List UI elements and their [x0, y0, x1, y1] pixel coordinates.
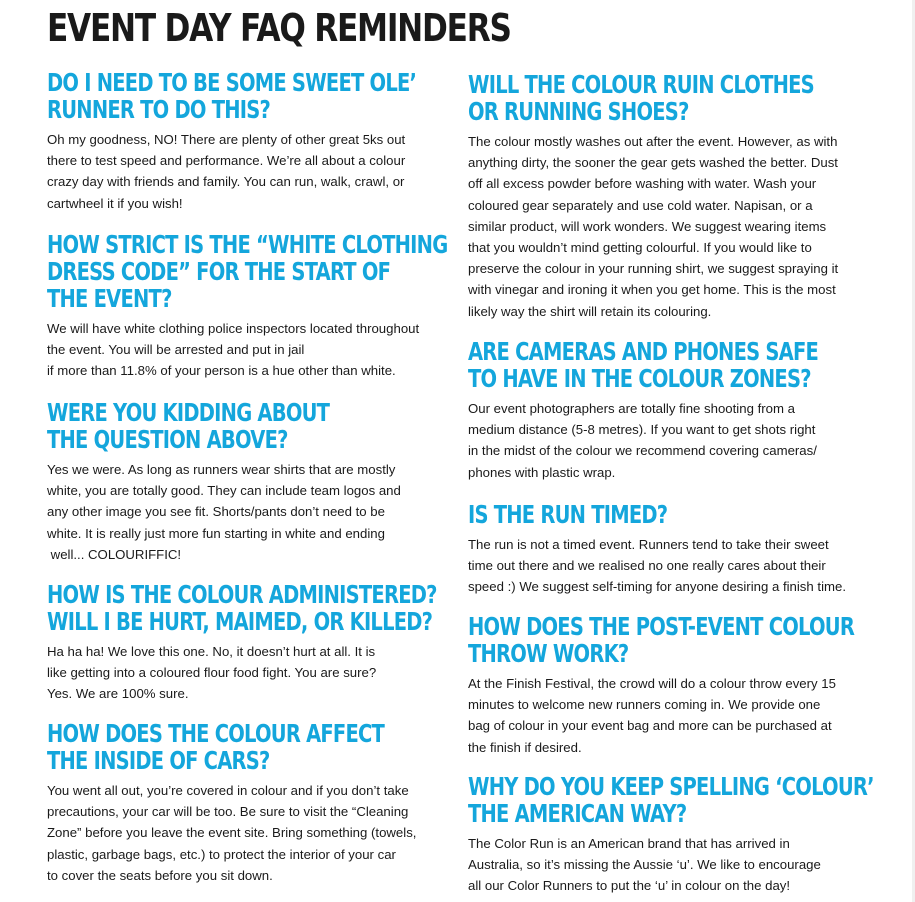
faq-run-timed	[468, 501, 888, 598]
faq-question: HOW DOES THE COLOUR AFFECT THE INSIDE OF CARS?	[47, 719, 385, 775]
faq-question: HOW STRICT IS THE “WHITE CLOTHING DRESS CODE” FOR THE START OF THE EVENT?	[47, 230, 448, 313]
faq-answer: Oh my goodness, NO! There are plenty of other great 5ks out there to test speed and performance. We’re all about a colour crazy day with friends and family. You can run, walk, crawl, or cartwheel it if you wish!	[47, 132, 406, 211]
faq-question: WHY DO YOU KEEP SPELLING ‘COLOUR’ THE AMERICAN WAY?	[468, 772, 874, 828]
faq-answer: The Color Run is an American brand that has arrived in Australia, so it’s missing the Aussie ‘u’. We like to encourage all our Color Runners to put the ‘u’ in colour on the day!	[468, 836, 821, 894]
faq-colour-throw	[468, 613, 888, 758]
faq-question: ARE CAMERAS AND PHONES SAFE TO HAVE IN THE COLOUR ZONES?	[468, 337, 819, 393]
faq-question: HOW DOES THE POST-EVENT COLOUR THROW WORK?	[468, 612, 855, 668]
faq-answer: At the Finish Festival, the crowd will do a colour throw every 15 minutes to welcome new runners coming in. We provide one bag of colour in your event bag and more can be purchased at the finish if desired.	[468, 676, 836, 755]
faq-answer: We will have white clothing police inspectors located throughout the event. You will be arrested and put in jail if more than 11.8% of your person is a hue other than white.	[47, 321, 420, 379]
faq-answer: The colour mostly washes out after the event. However, as with anything dirty, the sooner the gear gets washed the better. Dust off all excess powder before washing with water. Wash your coloured gear separately and use cold water. Napisan, or a similar product, will work wonders. We suggest wearing items that you wouldn’t mind getting colourful. If you would like to preserve the colour in your running shirt, we suggest spraying it with vinegar and ironing it when you get home. This is the most likely way the shirt will retain its colouring.	[468, 134, 839, 319]
faq-answer: Yes we were. As long as runners wear shirts that are mostly white, you are totally good. They can include team logos and any other image you see fit. Shorts/pants don’t need to be white. It is really just more fun starting in white and ending well... COLOURIFFIC!	[47, 462, 401, 562]
faq-cameras-phones	[468, 338, 888, 483]
faq-question: DO I NEED TO BE SOME SWEET OLE’ RUNNER TO DO THIS?	[47, 68, 417, 124]
page-title: EVENT DAY FAQ REMINDERS	[47, 6, 511, 50]
faq-question: WERE YOU KIDDING ABOUT THE QUESTION ABOVE?	[47, 398, 330, 454]
faq-dress-code	[47, 231, 457, 382]
faq-colour-administered	[47, 581, 457, 705]
faq-ruin-clothes	[468, 71, 888, 322]
faq-sweet-runner	[47, 69, 457, 214]
faq-answer: Our event photographers are totally fine shooting from a medium distance (5-8 metres). If you want to get shots right in the midst of the colour we recommend covering cameras/ phones with plastic wrap.	[468, 401, 817, 480]
faq-question: WILL THE COLOUR RUIN CLOTHES OR RUNNING SHOES?	[468, 70, 814, 126]
faq-kidding	[47, 399, 457, 565]
faq-cars	[47, 720, 457, 886]
faq-question: HOW IS THE COLOUR ADMINISTERED? WILL I BE HURT, MAIMED, OR KILLED?	[47, 580, 437, 636]
faq-spelling-colour	[468, 773, 888, 897]
faq-answer: Ha ha ha! We love this one. No, it doesn’t hurt at all. It is like getting into a coloured flour food fight. You are sure? Yes. We are 100% sure.	[47, 644, 377, 702]
faq-answer: The run is not a timed event. Runners tend to take their sweet time out there and we realised no one really cares about their speed :) We suggest self-timing for anyone desiring a finish time.	[468, 537, 846, 595]
faq-question: IS THE RUN TIMED?	[468, 500, 668, 529]
faq-answer: You went all out, you’re covered in colour and if you don’t take precautions, your car will be too. Be sure to visit the “Cleaning Zone” before you leave the event site. Bring something (towels, plastic, garbage bags, etc.) to protect the interior of your car to cover the seats before you sit down.	[47, 783, 417, 883]
